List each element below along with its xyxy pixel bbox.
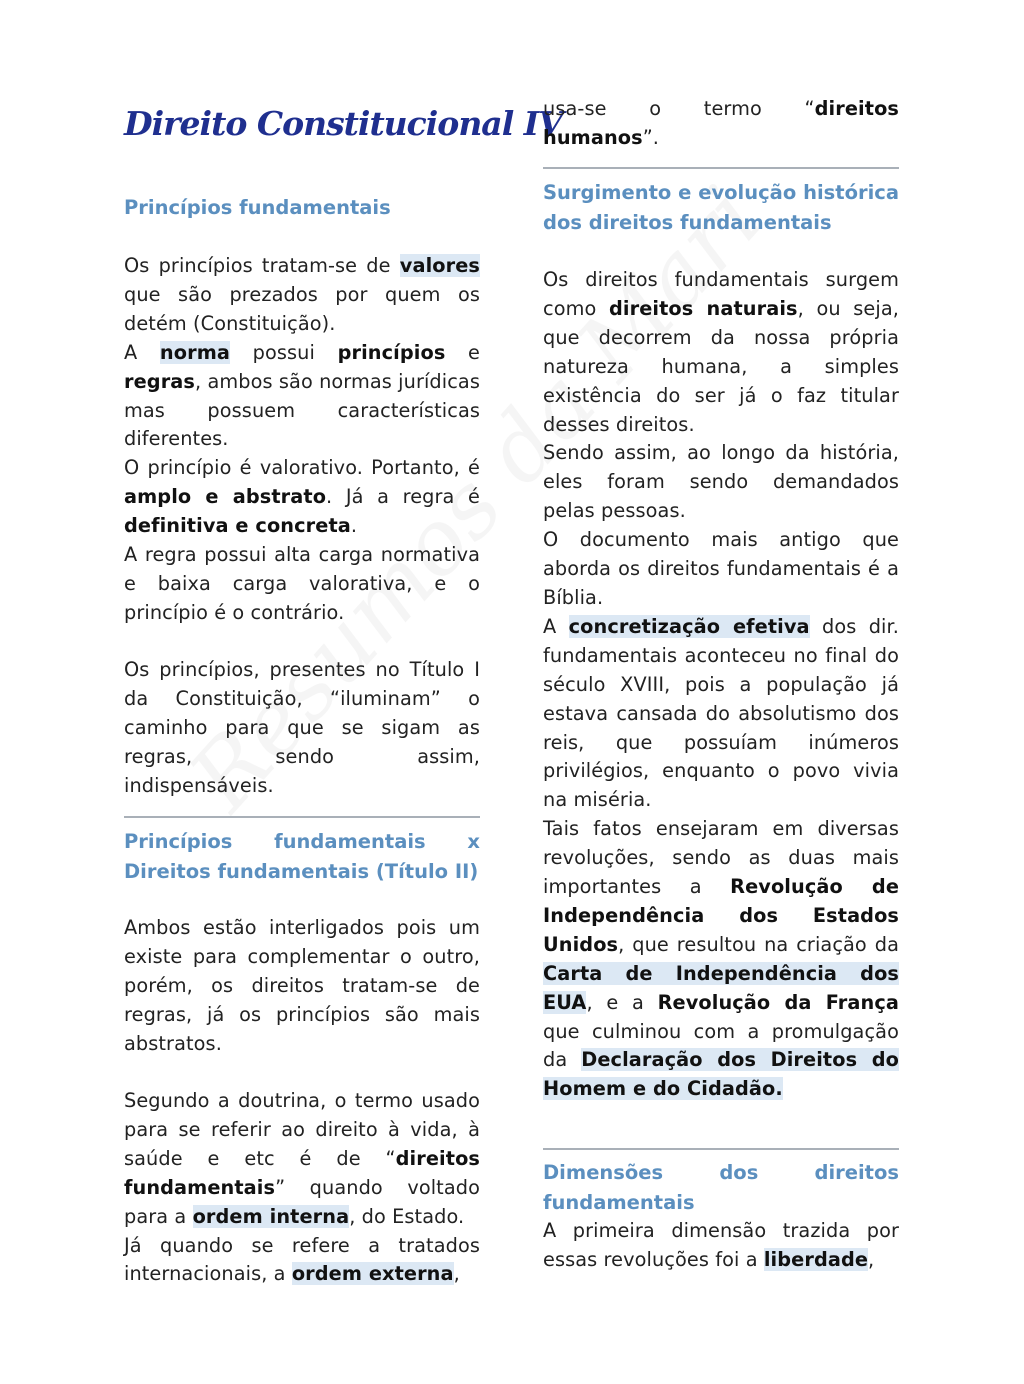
paragraph-group-5 (543, 266, 899, 1104)
highlight-liberdade: liberdade (763, 1247, 869, 1271)
text-span: , que resultou na criação da (618, 932, 899, 956)
text-span: que culminou com a promulgação da (543, 1019, 899, 1072)
paragraph-group-3 (124, 914, 480, 1059)
text-span: e (445, 340, 480, 364)
section-heading-surgimento: Surgimento e evolução histórica dos direitos fundamentais (543, 181, 899, 234)
text-span: Segundo a doutrina, o termo usado para se referir ao direito à vida, à saúde e etc é de “ (124, 1089, 480, 1170)
paragraph-regra-carga: A regra possui alta carga normativa e baixa carga valorativa, e o princípio é o contrário. (124, 543, 480, 624)
paragraph-revolucoes (543, 815, 899, 1104)
text-span: Os direitos fundamentais surgem como (543, 268, 899, 320)
paragraph-interligados: Ambos estão interligados pois um existe para complementar o outro, porém, os direitos tratam-se de regras, já os princípios são mais abstratos. (124, 916, 480, 1055)
text-span: possui (230, 340, 338, 364)
bold-principios: princípios (337, 340, 446, 364)
paragraph-doutrina (124, 1087, 480, 1232)
highlight-valores: valores (399, 254, 480, 277)
bold-revolucao-franca: Revolução da França (657, 990, 899, 1014)
section-heading-principios-x-direitos: Princípios fundamentais x Direitos fundamentais (Título II) (124, 830, 480, 883)
text-span: . Já a regra é (326, 485, 480, 509)
text-span: , e a (586, 990, 658, 1014)
bold-regras: regras (124, 369, 195, 393)
paragraph-direitos-humanos (543, 95, 899, 153)
paragraph-group-4 (124, 1087, 480, 1289)
paragraph-continuation (543, 95, 899, 153)
paragraph-historia: Sendo assim, ao longo da história, eles foram sendo demandados pelas pessoas. (543, 441, 899, 523)
text-span: , (868, 1247, 875, 1271)
text-span: A (543, 614, 569, 638)
section-divider (124, 816, 480, 818)
bold-direitos-naturais: direitos naturais (608, 296, 798, 320)
text-span: , ou seja, que decorrem da nossa própria natureza humana, a simples existência do ser já o faz titular desses direitos. (543, 296, 899, 436)
text-span: dos dir. fundamentais aconteceu no final do século XVIII, pois a população já estava cansada do absolutismo dos reis, que possuíam inúmeros privilégios, enquanto o povo vivia na miséria. (543, 614, 899, 812)
text-span: , do Estado. (349, 1204, 465, 1228)
text-span: ”. (642, 125, 660, 149)
text-span: Os princípios tratam-se de (124, 254, 400, 277)
bold-direitos-humanos: direitos humanos (543, 97, 899, 149)
text-span: Já quando se refere a tratados internacionais, a (124, 1233, 480, 1286)
paragraph-primeira-dimensao (543, 1217, 899, 1275)
section-divider (543, 167, 899, 169)
bold-amplo-abstrato: amplo e abstrato (124, 485, 327, 509)
section-heading-dimensoes: Dimensões dos direitos fundamentais (543, 1161, 899, 1214)
text-span: , (453, 1262, 460, 1286)
text-span: A primeira dimensão trazida por essas revoluções foi a (543, 1219, 899, 1271)
paragraph-principios-valores (124, 252, 480, 339)
paragraph-group-6 (543, 1217, 899, 1275)
highlight-ordem-interna: ordem interna (192, 1204, 350, 1228)
highlight-ordem-externa: ordem externa (291, 1262, 454, 1286)
text-span: Tais fatos ensejaram em diversas revoluções, sendo as duas mais importantes a (543, 817, 899, 899)
text-span: usa-se o termo “ (543, 97, 815, 120)
text-span: A (124, 340, 160, 364)
bold-revolucao-independencia: Revolução de Independência dos Estados Unidos (543, 875, 899, 956)
highlight-concretizacao-efetiva: concretização efetiva (568, 614, 810, 638)
paragraph-valorativo (124, 454, 480, 541)
text-span: ” quando voltado para a (124, 1175, 480, 1228)
bold-direitos-fundamentais: direitos fundamentais (124, 1146, 480, 1199)
bold-definitiva-concreta: definitiva e concreta (124, 514, 351, 538)
paragraph-group-2 (124, 656, 480, 801)
highlight-declaracao-direitos: Declaração dos Direitos do Homem e do Cidadão. (543, 1048, 899, 1101)
paragraph-norma (124, 339, 480, 455)
paragraph-tratados (124, 1232, 480, 1290)
paragraph-concretizacao (543, 613, 899, 815)
highlight-norma: norma (159, 340, 231, 364)
page-title: Direito Constitucional IV (124, 104, 563, 143)
paragraph-group-1 (124, 252, 480, 628)
text-span: , ambos são normas jurídicas mas possuem características diferentes. (124, 369, 480, 451)
paragraph-titulo-i: Os princípios, presentes no Título I da Constituição, “iluminam” o caminho para que se sigam as regras, sendo assim, indispensáveis. (124, 658, 480, 797)
paragraph-direitos-naturais (543, 266, 899, 439)
paragraph-biblia: O documento mais antigo que aborda os direitos fundamentais é a Bíblia. (543, 528, 899, 609)
section-divider (543, 1148, 899, 1150)
text-span: . (350, 514, 358, 538)
text-span: que são prezados por quem os detém (Constituição). (124, 282, 480, 335)
highlight-carta-independencia: Carta de Independência dos EUA (543, 961, 899, 1014)
section-heading-principios: Princípios fundamentais (124, 196, 391, 219)
text-span: O princípio é valorativo. Portanto, é (124, 456, 480, 480)
